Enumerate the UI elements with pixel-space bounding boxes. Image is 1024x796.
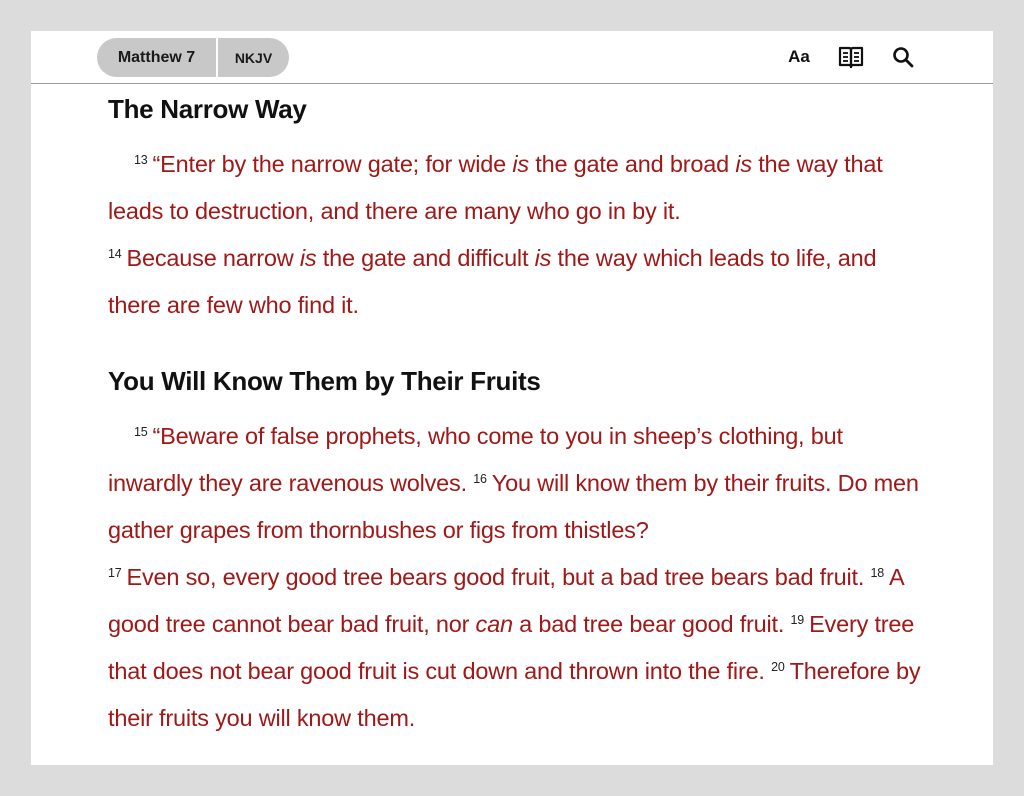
italic-word: is	[299, 245, 317, 271]
passage-selector	[97, 38, 289, 77]
italic-word: is	[534, 245, 552, 271]
verse-number[interactable]: 13	[134, 153, 148, 167]
parallel-view-button[interactable]	[835, 41, 867, 73]
toolbar-actions	[783, 41, 919, 73]
verse-text: Because narrow	[126, 245, 300, 271]
verse-text: A good tree cannot bear bad fruit, nor	[108, 564, 904, 637]
search-button[interactable]	[887, 41, 919, 73]
section-paragraph	[108, 413, 928, 742]
section-heading-narrow-way: The Narrow Way	[108, 94, 307, 124]
verse-text: the gate and difficult	[316, 245, 535, 271]
toolbar	[31, 31, 993, 84]
book-chapter-button[interactable]: Matthew 7	[117, 48, 196, 66]
verse-text: the way that leads to destruction, and there are many who go in by it.	[108, 151, 883, 224]
section-paragraph	[108, 141, 928, 329]
verse-text: the gate and broad	[528, 151, 736, 177]
verse-number[interactable]: 19	[790, 613, 805, 627]
verse-text: Even so, every good tree bears good fruit, but a bad tree bears bad fruit.	[126, 564, 871, 590]
verse-number[interactable]: 18	[870, 566, 885, 580]
verse-number[interactable]: 14	[108, 247, 122, 261]
verse-text: You will know them by their fruits. Do men gather grapes from thornbushes or figs from thistles?	[108, 470, 919, 543]
verse-number[interactable]: 16	[473, 472, 487, 486]
chapter-content	[108, 89, 928, 742]
section-heading-fruits: You Will Know Them by Their Fruits	[108, 366, 541, 396]
book-icon	[838, 45, 864, 69]
search-icon	[892, 46, 914, 68]
italic-word: is	[512, 151, 529, 177]
reader-page	[31, 31, 993, 765]
verse-text: Every tree that does not bear good fruit is cut down and thrown into the fire.	[108, 611, 915, 684]
verse-text: “Beware of false prophets, who come to you in sheep’s clothing, but inwardly they are ravenous wolves.	[108, 423, 843, 496]
italic-word: is	[735, 151, 752, 177]
verse-number[interactable]: 15	[134, 425, 148, 439]
verse-text: Therefore by their fruits you will know them.	[108, 658, 921, 731]
verse-text: the way which leads to life, and there are few who find it.	[108, 245, 877, 318]
verse-text: “Enter by the narrow gate; for wide	[152, 151, 513, 177]
version-button[interactable]: NKJV	[234, 49, 273, 66]
verse-number[interactable]: 20	[771, 660, 785, 674]
italic-word: can	[475, 611, 513, 637]
verse-number[interactable]: 17	[108, 566, 122, 580]
font-settings-button[interactable]: Aa	[788, 47, 810, 66]
verse-text: a bad tree bear good fruit.	[512, 611, 791, 637]
